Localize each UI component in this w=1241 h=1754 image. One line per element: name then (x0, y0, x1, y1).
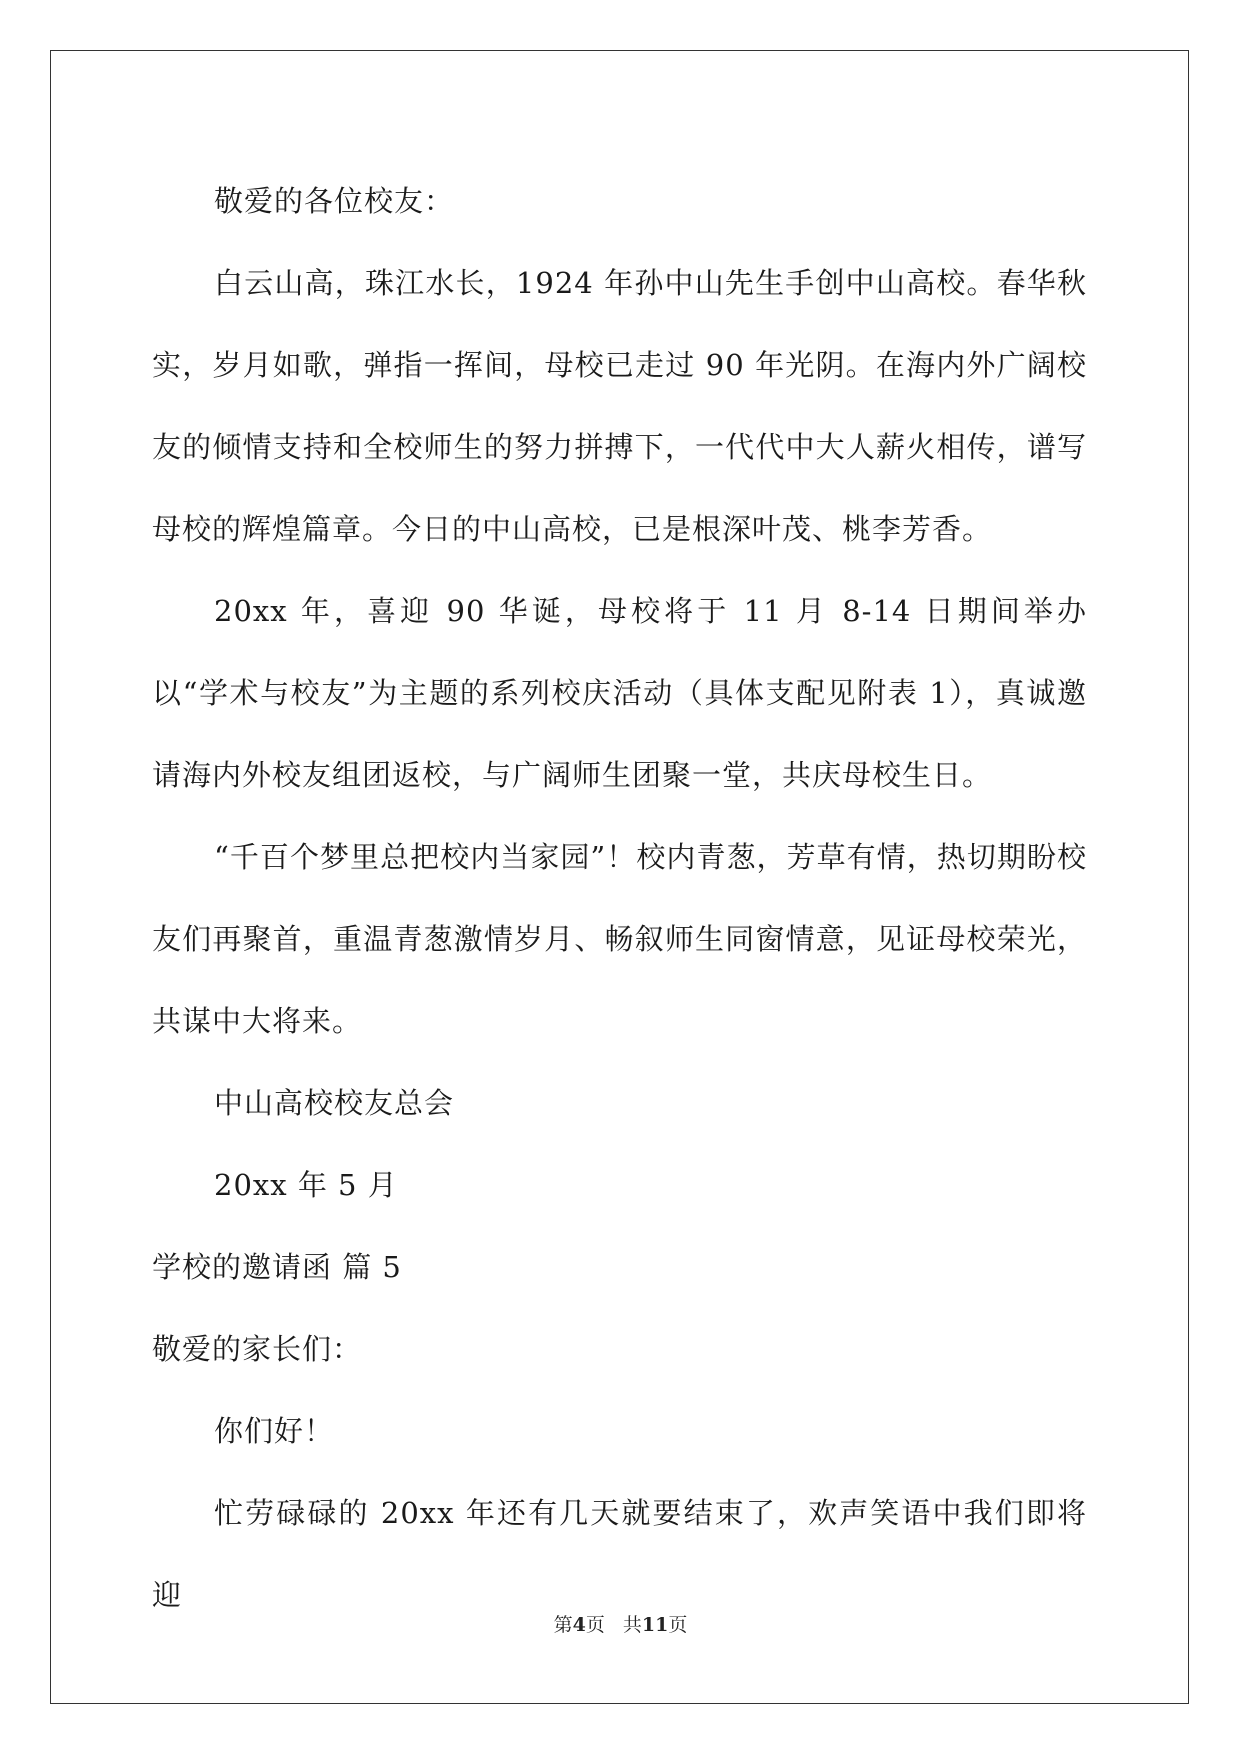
hello-line: 你们好！ (214, 1414, 335, 1448)
document-body (152, 160, 1087, 1636)
paragraph-history: 白云山高，珠江水长，1924 年孙中山先生手创中山高校。春华秋实，岁月如歌，弹指一挥间，母校已走过 90 年光阴。在海内外广阔校友的倾情支持和全校师生的努力拼搏下，一代代中大人薪火相传，谱写母校的辉煌篇章。今日的中山高校，已是根深叶茂、桃李芳香。 (152, 266, 1087, 546)
paragraph-year-end: 忙劳碌碌的 20xx 年还有几天就要结束了，欢声笑语中我们即将迎 (152, 1496, 1087, 1612)
paragraph-hope: “千百个梦里总把校内当家园”！校内青葱，芳草有情，热切期盼校友们再聚首，重温青葱激情岁月、畅叙师生同窗情意，见证母校荣光，共谋中大将来。 (152, 840, 1087, 1038)
signature-organization: 中山高校校友总会 (214, 1086, 455, 1120)
page-suffix: 页 (585, 1614, 605, 1636)
greeting-parents: 敬爱的家长们： (152, 1332, 363, 1366)
section-title: 学校的邀请函 篇 5 (152, 1250, 402, 1284)
page-footer (0, 1610, 1241, 1637)
paragraph-invitation: 20xx 年，喜迎 90 华诞，母校将于 11 月 8-14 日期间举办以“学术与校友”为主题的系列校庆活动（具体支配见附表 1），真诚邀请海内外校友组团返校，与广阔师生团聚一堂，共庆母校生日。 (152, 594, 1087, 792)
total-prefix: 共 (622, 1614, 642, 1636)
greeting-alumni: 敬爱的各位校友： (214, 184, 455, 218)
signature-date: 20xx 年 5 月 (214, 1168, 398, 1202)
total-suffix: 页 (668, 1614, 688, 1636)
page-prefix: 第 (553, 1614, 573, 1636)
page-number: 4 (572, 1614, 586, 1636)
total-pages: 11 (641, 1614, 669, 1636)
